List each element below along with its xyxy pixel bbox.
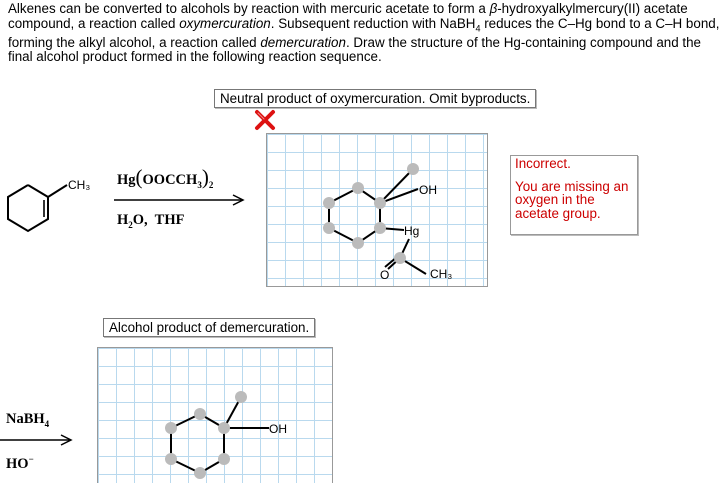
question-text — [8, 2, 720, 65]
feedback-message: You are missing an oxygen in the acetate group. — [515, 178, 629, 221]
reagent-h: H — [117, 212, 129, 228]
paren-open: ( — [135, 165, 143, 189]
intro-text-5: . Draw the structure of the Hg-containing compound and the final alcohol product formed in the following reaction sequence. — [8, 34, 701, 65]
reagent-oocch: OOCCH — [142, 172, 198, 188]
reagent-ho-charge: − — [28, 454, 34, 464]
atom-label-o[interactable]: O — [380, 268, 390, 282]
demercuration-product-structure[interactable] — [97, 347, 331, 482]
reagent-nabh-sub: 4 — [44, 418, 50, 429]
reagent-sub2: 2 — [208, 179, 214, 190]
reagent-o-thf: O, THF — [132, 212, 185, 228]
reaction-arrow-2 — [0, 433, 80, 447]
intro-text-2: -hydroxyalkylmercury(II) acetate compound, a reaction called — [8, 1, 688, 31]
term-demercuration: demercuration — [260, 34, 346, 50]
panel1-label: Neutral product of oxymercuration. Omit byproducts. — [214, 89, 536, 108]
atom-label-oh[interactable]: OH — [419, 183, 437, 197]
reagent-hg: Hg — [117, 172, 136, 188]
atom-label-hg[interactable]: Hg — [404, 224, 420, 238]
starting-material-structure — [0, 170, 100, 250]
subscript-4: 4 — [475, 23, 481, 34]
atom-label-ch3[interactable]: CH₃ — [430, 267, 453, 281]
atom-label-oh-2[interactable]: OH — [269, 422, 287, 436]
reagent-water-thf — [117, 212, 184, 230]
intro-text-3: . Subsequent reduction with NaBH — [270, 15, 476, 31]
cyclohexene-ring — [8, 185, 67, 231]
panel1-bonds — [329, 169, 426, 274]
reagent-sub3: 3 — [197, 179, 202, 190]
reagent-hydroxide — [6, 454, 34, 473]
term-oxymercuration: oxymercuration — [179, 15, 271, 31]
beta-symbol: β — [489, 1, 498, 16]
feedback-title: Incorrect. — [515, 156, 571, 171]
intro-text-4: reduces the C–Hg bond to a C–H bond, forming the alkyl alcohol, a reaction called — [8, 15, 720, 50]
feedback-box — [510, 155, 638, 235]
reagent-nabh: NaBH — [6, 411, 45, 427]
methyl-label: CH₃ — [68, 178, 91, 192]
reagent-mercuric-acetate — [117, 165, 213, 190]
oxymercuration-product-structure[interactable] — [266, 133, 486, 285]
reagent-nabh4 — [6, 411, 49, 429]
paren-close: ) — [201, 165, 209, 189]
incorrect-x-icon — [254, 109, 276, 131]
reagent-ho: HO — [6, 455, 29, 472]
panel2-label: Alcohol product of demercuration. — [103, 318, 315, 337]
panel2-atom-dots — [165, 391, 247, 479]
reaction-arrow-1 — [112, 193, 252, 207]
reagent-h-sub: 2 — [128, 219, 133, 230]
intro-text-1: Alkenes can be converted to alcohols by reaction with mercuric acetate to form a — [8, 1, 490, 16]
